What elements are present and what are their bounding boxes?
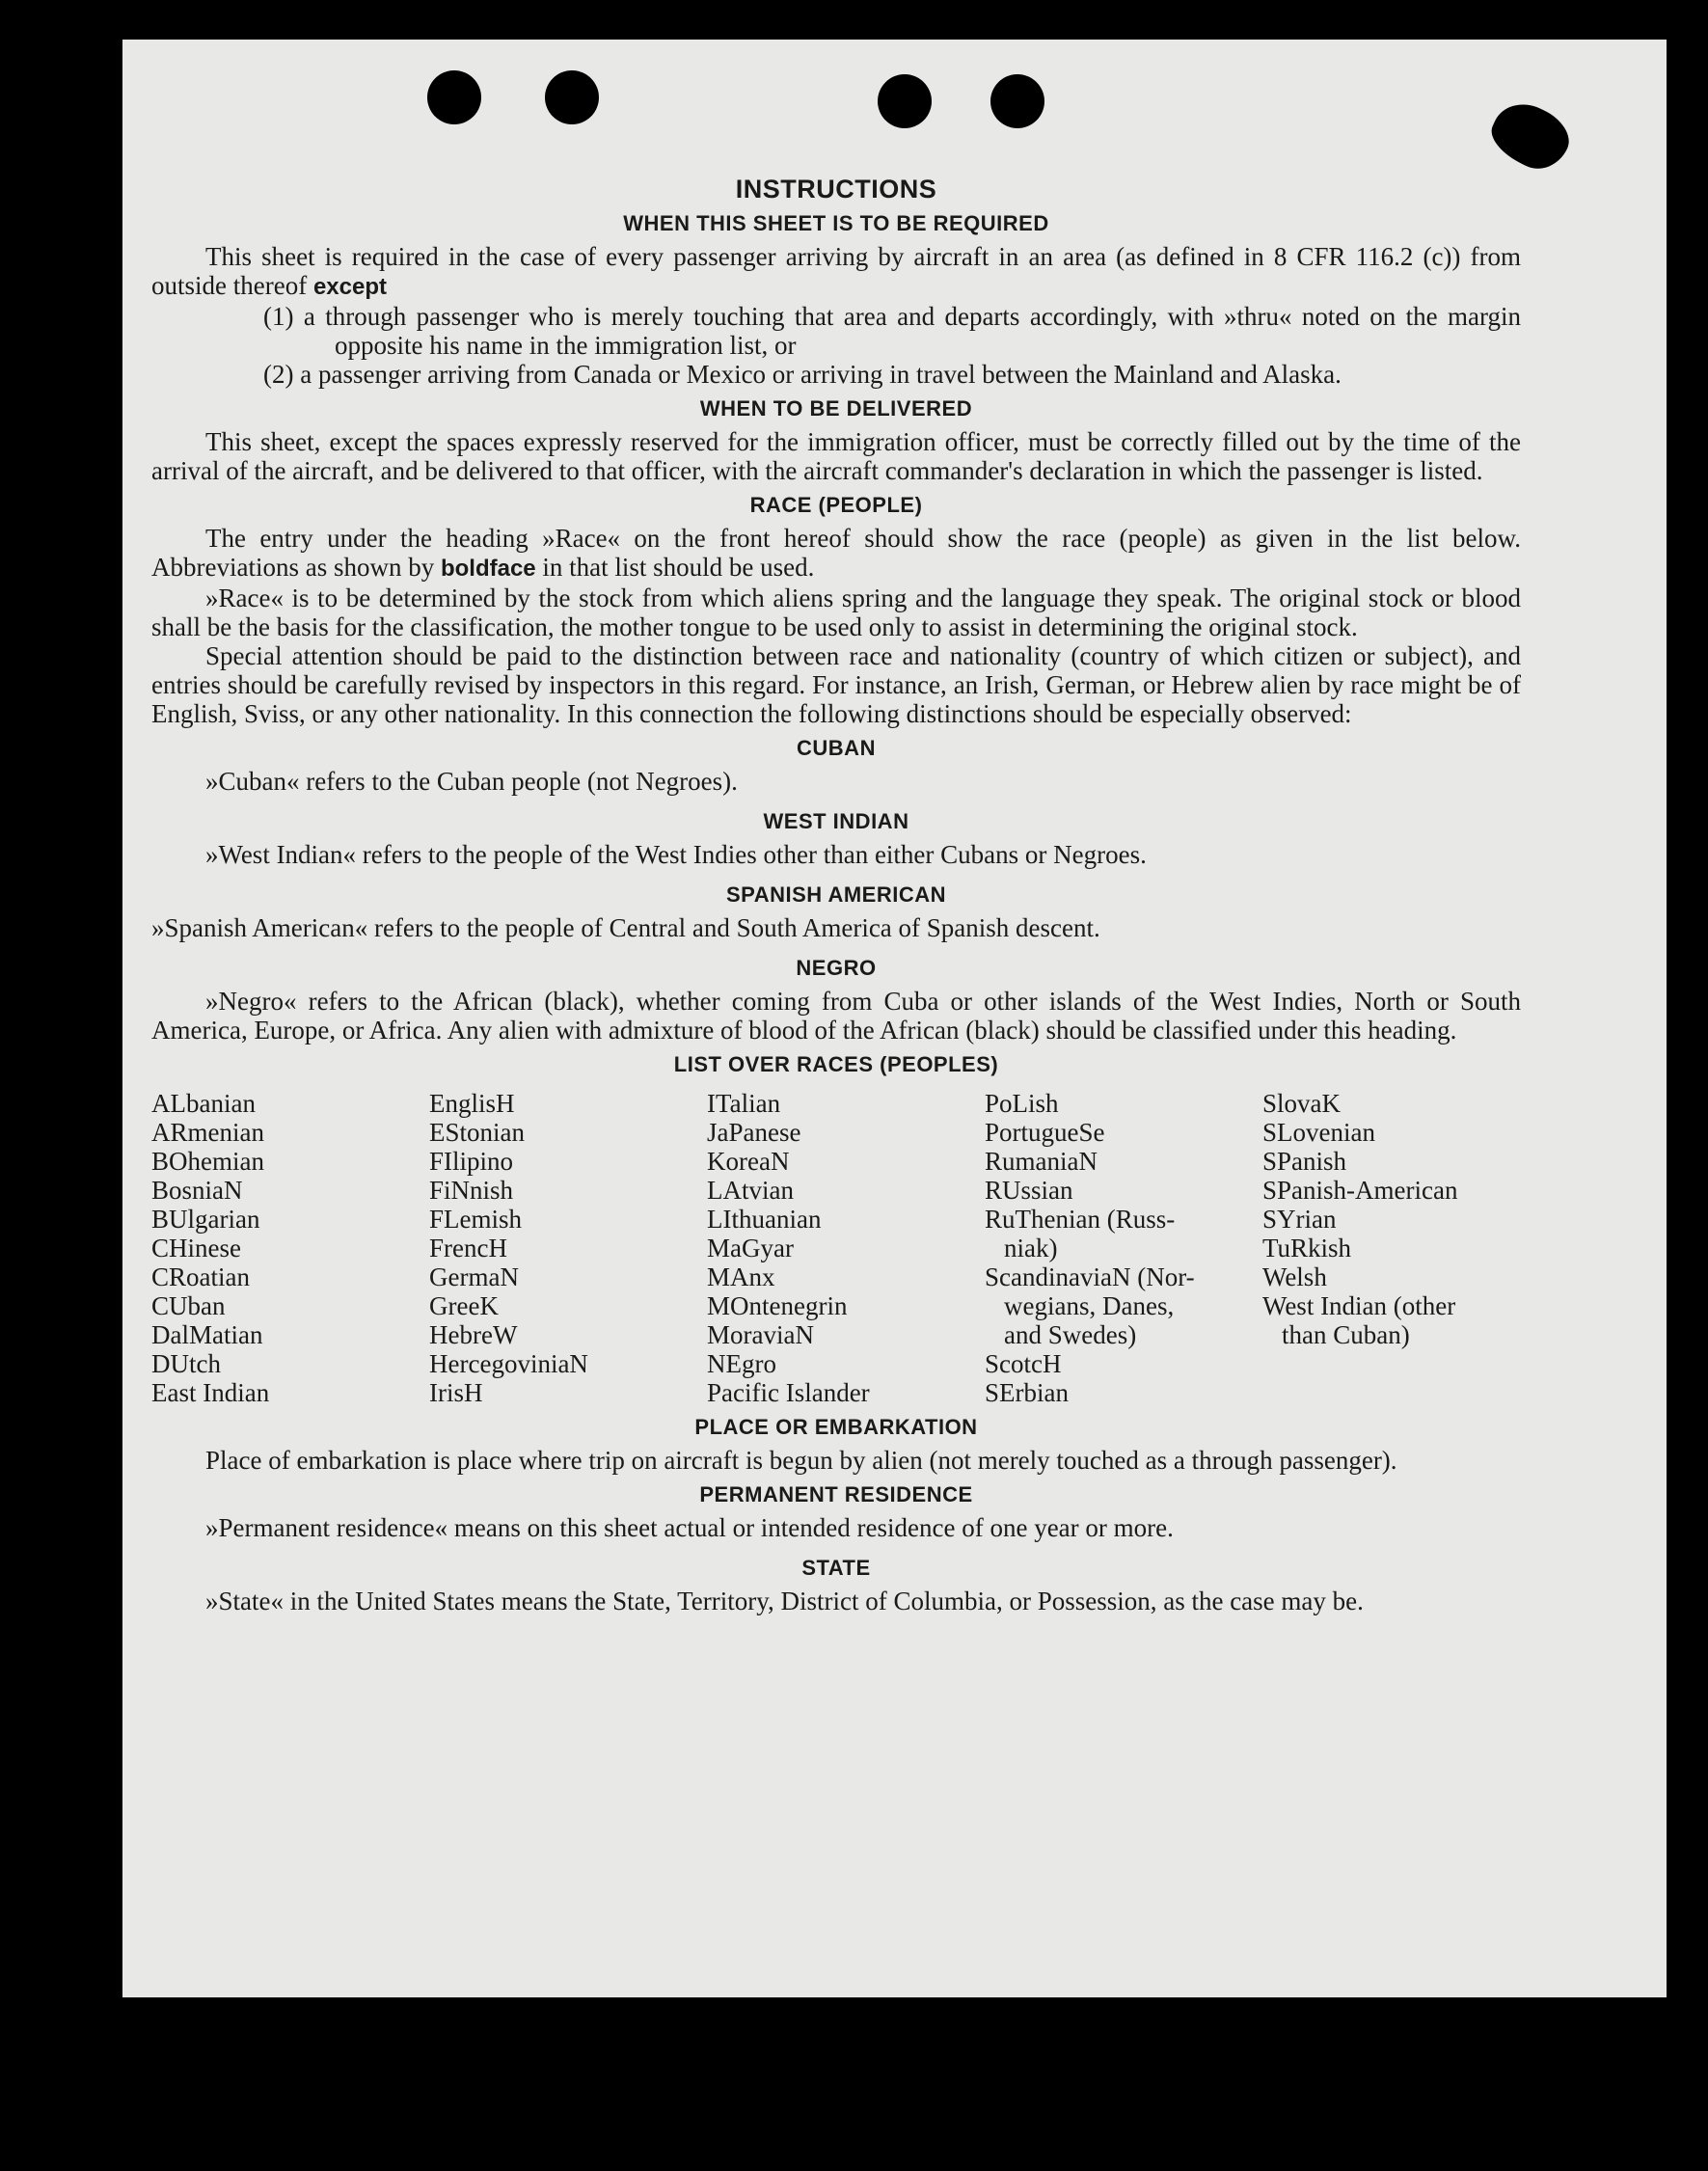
race-entry: BOhemian	[151, 1147, 264, 1176]
race-entry: RuThenian (Russ-	[985, 1205, 1176, 1234]
cuban-text: »Cuban« refers to the Cuban people (not Negroes).	[205, 767, 738, 796]
race-entry: wegians, Danes,	[1004, 1291, 1175, 1320]
race-entry: East Indian	[151, 1378, 270, 1407]
heading-required: WHEN THIS SHEET IS TO BE REQUIRED	[623, 211, 1049, 235]
race-entry: FIlipino	[429, 1147, 514, 1176]
heading-delivered: WHEN TO BE DELIVERED	[699, 396, 973, 421]
race-entry: MoraviaN	[707, 1320, 814, 1349]
race-entry: Welsh	[1262, 1262, 1327, 1291]
race-entry: EnglisH	[429, 1089, 515, 1118]
race-entry: PortugueSe	[985, 1118, 1105, 1147]
race-paragraph-2: »Race« is to be determined by the stock from which aliens spring and the language they speak. The original stock or blood shall be the basis for the classification, the mother tongue to be used only to assist in determining the original stock.	[151, 583, 1521, 641]
race-entry: ALbanian	[151, 1089, 256, 1118]
race-entry: SlovaK	[1262, 1089, 1341, 1118]
heading-negro: NEGRO	[796, 956, 877, 980]
west-indian-text: »West Indian« refers to the people of the West Indies other than either Cubans or Negroes.	[205, 840, 1147, 869]
race-entry: SPanish	[1262, 1147, 1347, 1176]
races-column	[151, 1089, 429, 1407]
race-paragraph-1: The entry under the heading »Race« on the front hereof should show the race (people) as given in the list below. Abbreviations as shown by boldface in that list should be used.	[151, 524, 1521, 582]
race-entry: TuRkish	[1262, 1234, 1352, 1262]
race-entry: BUlgarian	[151, 1205, 260, 1234]
delivered-text: This sheet, except the spaces expressly reserved for the immigration officer, must be correctly filled out by the time of the arrival of the aircraft, and be delivered to that officer, with the aircraft commander's declaration in which the passenger is listed.	[151, 427, 1521, 485]
race-entry: MaGyar	[707, 1234, 794, 1262]
race-entry: RUssian	[985, 1176, 1073, 1205]
race-entry: HebreW	[429, 1320, 518, 1349]
spanish-american-text: »Spanish American« refers to the people of Central and South America of Spanish descent.	[151, 913, 1100, 942]
race-entry: JaPanese	[707, 1118, 801, 1147]
heading-race: RACE (PEOPLE)	[749, 493, 923, 517]
race-entry: ScandinaviaN (Nor-	[985, 1262, 1195, 1291]
punch-hole	[990, 74, 1044, 128]
heading-embarkation: PLACE OR EMBARKATION	[694, 1415, 978, 1439]
race-entry: CRoatian	[151, 1262, 250, 1291]
race-entry: Pacific Islander	[707, 1378, 870, 1407]
race-entry: PoLish	[985, 1089, 1059, 1118]
race-entry: NEgro	[707, 1349, 776, 1378]
races-column	[707, 1089, 985, 1407]
race-entry: ARmenian	[151, 1118, 264, 1147]
race-entry: GermaN	[429, 1262, 519, 1291]
heading-spanish-american: SPANISH AMERICAN	[725, 882, 946, 907]
required-intro: This sheet is required in the case of every passenger arriving by aircraft in an area (as defined in 8 CFR 116.2 (c)) from outside thereof except	[151, 242, 1521, 300]
race-entry: RumaniaN	[985, 1147, 1098, 1176]
race-entry: IrisH	[429, 1378, 483, 1407]
race-entry: LIthuanian	[707, 1205, 822, 1234]
punch-hole	[878, 74, 932, 128]
race-entry: CUban	[151, 1291, 226, 1320]
ink-blot	[1483, 94, 1578, 178]
races-list	[151, 1089, 1521, 1407]
document-page	[122, 40, 1667, 1997]
race-entry: EStonian	[429, 1118, 525, 1147]
race-entry: West Indian (other	[1262, 1291, 1456, 1320]
required-item-2: (2) a passenger arriving from Canada or Mexico or arriving in travel between the Mainland and Alaska.	[263, 360, 1342, 389]
race-entry: than Cuban)	[1282, 1320, 1410, 1349]
races-column	[1262, 1089, 1523, 1407]
race-entry: SLovenian	[1262, 1118, 1375, 1147]
punch-hole	[545, 70, 599, 124]
race-entry: KoreaN	[707, 1147, 790, 1176]
race-entry: GreeK	[429, 1291, 499, 1320]
race-paragraph-3: Special attention should be paid to the distinction between race and nationality (country of which citizen or subject), and entries should be carefully revised by inspectors in this regard. For instance, an Irish, German, or Hebrew alien by race might be of English, Sviss, or any other nationality. In this connection the following distinctions should be especially observed:	[151, 641, 1521, 728]
instructions-content	[151, 175, 1521, 1615]
negro-text: »Negro« refers to the African (black), whether coming from Cuba or other islands of the West Indies, North or South America, Europe, or Africa. Any alien with admixture of blood of the African (black) should be classified under this heading.	[151, 987, 1521, 1045]
race-entry: MAnx	[707, 1262, 775, 1291]
race-entry: ScotcH	[985, 1349, 1062, 1378]
race-entry: FLemish	[429, 1205, 523, 1234]
race-entry: SPanish-American	[1262, 1176, 1458, 1205]
heading-cuban: CUBAN	[797, 736, 876, 760]
races-column	[985, 1089, 1262, 1407]
race-entry: BosniaN	[151, 1176, 243, 1205]
page-title: INSTRUCTIONS	[735, 175, 937, 204]
heading-state: STATE	[801, 1556, 871, 1580]
punch-hole	[427, 70, 481, 124]
state-text: »State« in the United States means the State, Territory, District of Columbia, or Possession, as the case may be.	[205, 1587, 1364, 1615]
heading-west-indian: WEST INDIAN	[763, 809, 909, 833]
race-entry: MOntenegrin	[707, 1291, 848, 1320]
race-entry: FrencH	[429, 1234, 507, 1262]
race-entry: SErbian	[985, 1378, 1069, 1407]
embarkation-text: Place of embarkation is place where trip on aircraft is begun by alien (not merely touched as a through passenger).	[205, 1446, 1397, 1475]
race-entry: SYrian	[1262, 1205, 1337, 1234]
race-entry: CHinese	[151, 1234, 241, 1262]
race-entry: DalMatian	[151, 1320, 263, 1349]
race-entry: HercegoviniaN	[429, 1349, 588, 1378]
race-entry: LAtvian	[707, 1176, 794, 1205]
race-entry: and Swedes)	[1004, 1320, 1137, 1349]
heading-races-list: LIST OVER RACES (PEOPLES)	[673, 1052, 999, 1076]
heading-residence: PERMANENT RESIDENCE	[699, 1482, 973, 1506]
race-entry: ITalian	[707, 1089, 781, 1118]
required-item-1: (1) a through passenger who is merely touching that area and departs accordingly, with »thru« noted on the margin opposite his name in the immigration list, or	[263, 302, 1521, 360]
races-column	[429, 1089, 707, 1407]
race-entry: DUtch	[151, 1349, 221, 1378]
residence-text: »Permanent residence« means on this sheet actual or intended residence of one year or more.	[205, 1513, 1174, 1542]
race-entry: niak)	[1004, 1234, 1058, 1262]
race-entry: FiNnish	[429, 1176, 514, 1205]
